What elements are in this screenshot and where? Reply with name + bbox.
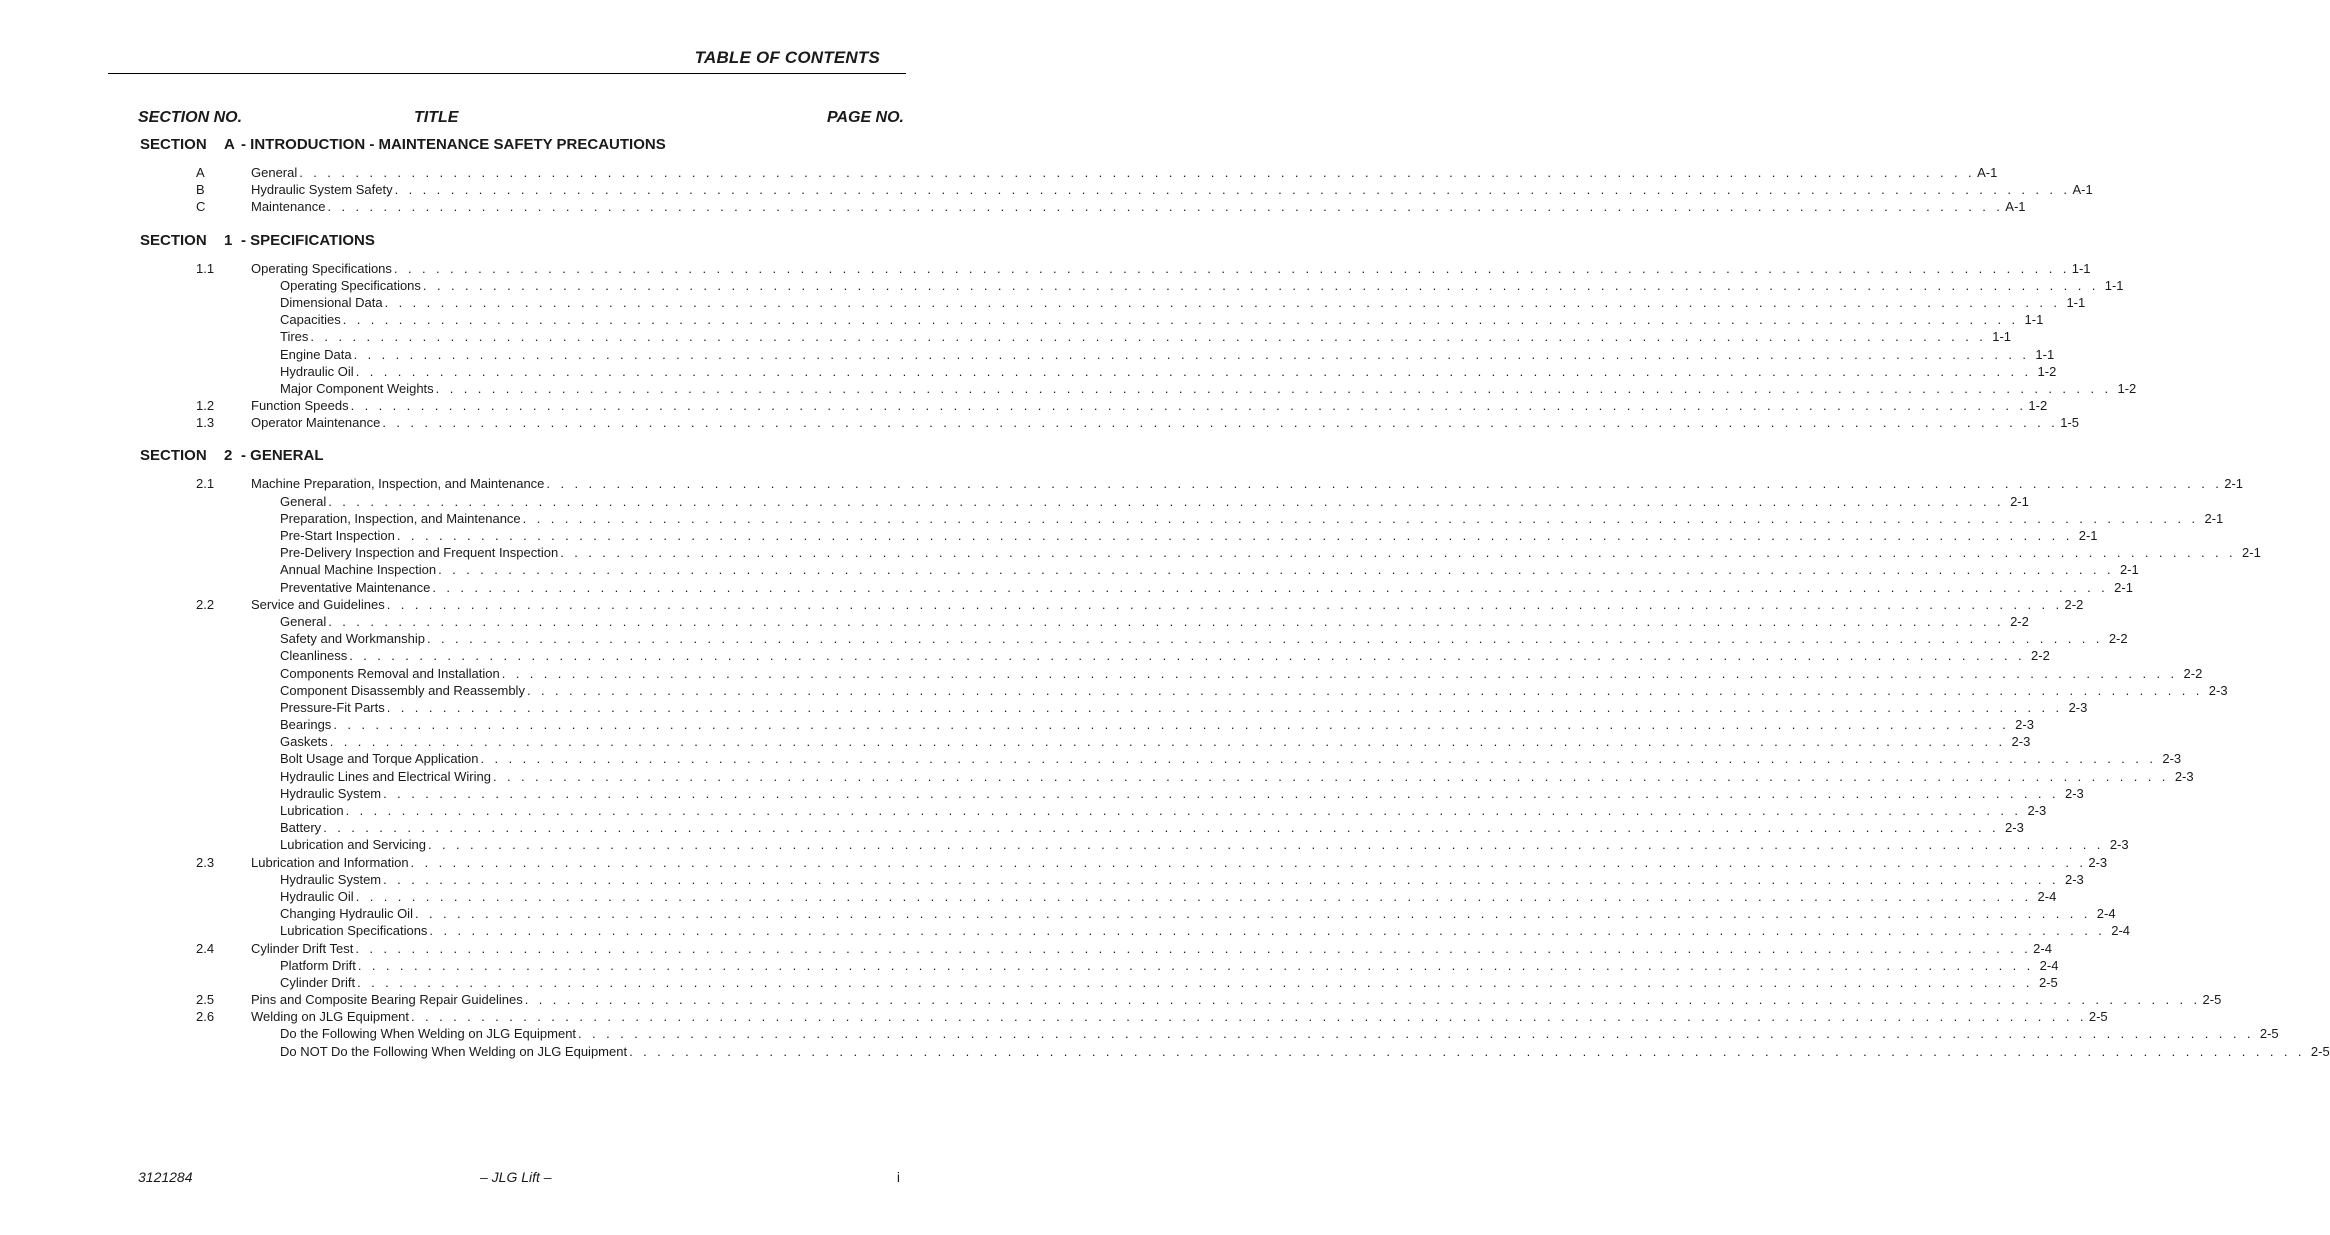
toc-entry-title: Pre-Start Inspection	[280, 528, 395, 543]
dot-leader: . . . . . . . . . . . . . . . . . . . . . . . . . . . . . . . . . . . . . . . . . . . . . . . . . . . . . . . . . . . . . . . . . . . . . . . . . . . . . . . . . . . . . . . . . . . . . . . . . . . . . . . . . . . . . . . . . . . . . . . .	[629, 1043, 2305, 1059]
toc-entry-title: Operating Specifications	[251, 260, 392, 276]
toc-entry-number: 1.2	[196, 398, 215, 414]
table-of-contents	[0, 134, 2330, 1074]
toc-entry-page: 1-1	[2066, 294, 2086, 310]
toc-entry-title: Component Disassembly and Reassembly	[280, 682, 525, 698]
dot-leader: . . . . . . . . . . . . . . . . . . . . . . . . . . . . . . . . . . . . . . . . . . . . . . . . . . . . . . . . . . . . . . . . . . . . . . . . . . . . . . . . . . . . . . . . . . . . . . . . . . . . . . . . . . . . . . . . . . . . . . . .	[526, 682, 2203, 698]
toc-entry-page: 2-3	[2064, 785, 2084, 801]
toc-entry[interactable]	[0, 905, 2116, 922]
toc-entry-page: 2-2	[2064, 596, 2084, 612]
dot-leader: . . . . . . . . . . . . . . . . . . . . . . . . . . . . . . . . . . . . . . . . . . . . . . . . . . . . . . . . . . . . . . . . . . . . . . . . . . . . . . . . . . . . . . . . . . . . . . . . . . . . . . . . . . . . . . . . . . . . . . . .	[414, 906, 2091, 922]
toc-entry-title: Engine Data	[280, 346, 352, 362]
toc-entry-page: 2-3	[2015, 717, 2034, 733]
toc-entry-page: 1-1	[1992, 329, 2012, 345]
toc-entry-title: Cleanliness	[280, 648, 348, 664]
toc-entry-page: 2-1	[2242, 545, 2261, 561]
section-heading-number: A	[224, 136, 235, 153]
section-heading[interactable]	[140, 445, 954, 466]
toc-entry[interactable]	[0, 1025, 2279, 1042]
toc-entry-page: 2-2	[2108, 631, 2128, 647]
toc-entry-page: 1-2	[2037, 363, 2057, 379]
dot-leader: . . . . . . . . . . . . . . . . . . . . . . . . . . . . . . . . . . . . . . . . . . . . . . . . . . . . . . . . . . . . . . . . . . . . . . . . . . . . . . . . . . . . . . . . . . . . . . . . . . . . . . . . . . . . . . . . . . . . . . . .	[357, 974, 2033, 990]
toc-entry-title: Machine Preparation, Inspection, and Maintenance	[251, 476, 545, 492]
toc-entry-page: 1-5	[2060, 415, 2079, 431]
toc-entry-page: 2-2	[2010, 613, 2029, 629]
dot-leader: . . . . . . . . . . . . . . . . . . . . . . . . . . . . . . . . . . . . . . . . . . . . . . . . . . . . . . . . . . . . . . . . . . . . . . . . . . . . . . . . . . . . . . . . . . . . . . . . . . . . . . . . . . . . . . . . . . . . . . . .	[355, 888, 2032, 904]
toc-entry-title: Preparation, Inspection, and Maintenance	[280, 510, 521, 526]
toc-entry-title: Platform Drift	[280, 957, 356, 973]
toc-entry[interactable]	[0, 733, 2031, 750]
dot-leader: . . . . . . . . . . . . . . . . . . . . . . . . . . . . . . . . . . . . . . . . . . . . . . . . . . . . . . . . . . . . . . . . . . . . . . . . . . . . . . . . . . . . . . . . . . . . . . . . . . . . . . . . . . . . . . . . . . . . . . . .	[427, 837, 2104, 853]
dot-leader: . . . . . . . . . . . . . . . . . . . . . . . . . . . . . . . . . . . . . . . . . . . . . . . . . . . . . . . . . . . . . . . . . . . . . . . . . . . . . . . . . . . . . . . . . . . . . . . . . . . . . . . . . . . . . . . . . . . . . . . .	[435, 380, 2112, 396]
toc-entry-title: Lubrication	[280, 803, 344, 818]
toc-entry-title: Preventative Maintenance	[280, 579, 431, 595]
toc-entry-title: Gaskets	[280, 734, 328, 750]
toc-entry-title: Bolt Usage and Torque Application	[280, 751, 479, 767]
toc-entry[interactable]	[0, 1043, 2330, 1060]
toc-entry-page: 2-2	[2031, 648, 2050, 664]
dot-leader: . . . . . . . . . . . . . . . . . . . . . . . . . . . . . . . . . . . . . . . . . . . . . . . . . . . . . . . . . . . . . . . . . . . . . . . . . . . . . . . . . . . . . . . . . . . . . . . . . . . . . . . . . . . . . . . . . . . . . . . .	[480, 751, 2157, 767]
toc-entry-title: Battery	[280, 820, 322, 836]
toc-entry-page: 2-5	[2088, 1009, 2108, 1025]
section-heading-title: - SPECIFICATIONS	[241, 231, 375, 249]
dot-leader: . . . . . . . . . . . . . . . . . . . . . . . . . . . . . . . . . . . . . . . . . . . . . . . . . . . . . . . . . . . . . . . . . . . . . . . . . . . . . . . . . . . . . . . . . . . . . . . . . . . . . . . . . . . . . . . . . . . . . . . .	[333, 717, 2010, 733]
toc-section	[0, 230, 2137, 446]
section-heading-title: - GENERAL	[241, 447, 324, 465]
toc-entry-page: 2-3	[2011, 734, 2031, 750]
dot-leader: . . . . . . . . . . . . . . . . . . . . . . . . . . . . . . . . . . . . . . . . . . . . . . . . . . . . . . . . . . . . . . . . . . . . . . . . . . . . . . . . . . . . . . . . . . . . . . . . . . . . . . . . . . . . . . . . . . . . . . . .	[492, 768, 2169, 784]
dot-leader: . . . . . . . . . . . . . . . . . . . . . . . . . . . . . . . . . . . . . . . . . . . . . . . . . . . . . . . . . . . . . . . . . . . . . . . . . . . . . . . . . . . . . . . . . . . . . . . . . . . . . . . . . . . . . . . . . . . . . . . .	[357, 957, 2034, 973]
section-heading[interactable]	[140, 230, 954, 251]
section-heading-number: 1	[224, 231, 233, 249]
toc-entry-page: 2-4	[2039, 957, 2059, 973]
dot-leader: . . . . . . . . . . . . . . . . . . . . . . . . . . . . . . . . . . . . . . . . . . . . . . . . . . . . . . . . . . . . . . . . . . . . . . . . . . . . . . . . . . . . . . . . . . . . . . . . . . . . . . . . . . . . . . . . . . . . . . . .	[427, 631, 2103, 647]
toc-entry[interactable]	[0, 397, 2048, 414]
dot-leader: . . . . . . . . . . . . . . . . . . . . . . . . . . . . . . . . . . . . . . . . . . . . . . . . . . . . . . . . . . . . . . . . . . . . . . . . . . . . . . . . . . . . . . . . . . . . . . . . . . . . . . . . . . . . . . . . . . . . . . . .	[345, 803, 2022, 818]
dot-leader: . . . . . . . . . . . . . . . . . . . . . . . . . . . . . . . . . . . . . . . . . . . . . . . . . . . . . . . . . . . . . . . . . . . . . . . . . . . . . . . . . . . . . . . . . . . . . . . . . . . . . . . . . . . . . . . . . . . . . . . .	[432, 579, 2109, 595]
toc-entry-title: Do NOT Do the Following When Welding on JLG Equipment	[280, 1043, 628, 1059]
dot-leader: . . . . . . . . . . . . . . . . . . . . . . . . . . . . . . . . . . . . . . . . . . . . . . . . . . . . . . . . . . . . . . . . . . . . . . . . . . . . . . . . . . . . . . . . . . . . . . . . . . . . . . . . . . . . . . . . . . . . . . . .	[328, 613, 2005, 629]
toc-entry[interactable]	[0, 871, 2084, 888]
dot-leader: . . . . . . . . . . . . . . . . . . . . . . . . . . . . . . . . . . . . . . . . . . . . . . . . . . . . . . . . . . . . . . . . . . . . . . . . . . . . . . . . . . . . . . . . . . . . . . . . . . . . . . . . . . . . . . . . . . . . . . . .	[578, 1026, 2254, 1042]
toc-entry-page: 2-3	[2005, 820, 2024, 836]
toc-entry-title: Dimensional Data	[280, 294, 383, 310]
document-number: 3121284	[138, 1169, 193, 1185]
toc-entry[interactable]	[0, 527, 2098, 544]
toc-entry-page: 2-1	[2204, 510, 2224, 526]
toc-entry-title: Pre-Delivery Inspection and Frequent Inspection	[280, 545, 559, 561]
dot-leader: . . . . . . . . . . . . . . . . . . . . . . . . . . . . . . . . . . . . . . . . . . . . . . . . . . . . . . . . . . . . . . . . . . . . . . . . . . . . . . . . . . . . . . . . . . . . . . . . . . . . . . . . . . . . . . . . . . . . . . . .	[349, 648, 2026, 664]
toc-entry-page: 2-2	[2183, 665, 2203, 681]
dot-leader: . . . . . . . . . . . . . . . . . . . . . . . . . . . . . . . . . . . . . . . . . . . . . . . . . . . . . . . . . . . . . . . . . . . . . . . . . . . . . . . . . . . . . . . . . . . . . . . . . . . . . . . . . . . . . . . . . . . . . . . .	[394, 182, 2071, 198]
toc-entry-title: Tires	[280, 329, 309, 345]
header-rule	[108, 73, 906, 74]
dot-leader: . . . . . . . . . . . . . . . . . . . . . . . . . . . . . . . . . . . . . . . . . . . . . . . . . . . . . . . . . . . . . . . . . . . . . . . . . . . . . . . . . . . . . . . . . . . . . . . . . . . . . . . . . . . . . . . . . . . . . . . .	[382, 415, 2059, 431]
toc-entry-title: General	[251, 165, 298, 180]
dot-leader: . . . . . . . . . . . . . . . . . . . . . . . . . . . . . . . . . . . . . . . . . . . . . . . . . . . . . . . . . . . . . . . . . . . . . . . . . . . . . . . . . . . . . . . . . . . . . . . . . . . . . . . . . . . . . . . . . . . . . . . .	[386, 699, 2063, 715]
toc-entry-page: 1-1	[2071, 260, 2091, 276]
dot-leader: . . . . . . . . . . . . . . . . . . . . . . . . . . . . . . . . . . . . . . . . . . . . . . . . . . . . . . . . . . . . . . . . . . . . . . . . . . . . . . . . . . . . . . . . . . . . . . . . . . . . . . . . . . . . . . . . . . . . . . . .	[350, 398, 2027, 414]
toc-entry[interactable]	[0, 328, 2012, 345]
dot-leader: . . . . . . . . . . . . . . . . . . . . . . . . . . . . . . . . . . . . . . . . . . . . . . . . . . . . . . . . . . . . . . . . . . . . . . . . . . . . . . . . . . . . . . . . . . . . . . . . . . . . . . . . . . . . . . . . . . . . . . . .	[327, 199, 2004, 215]
toc-entry[interactable]	[0, 819, 2024, 836]
toc-entry-title: Operating Specifications	[280, 277, 421, 293]
toc-entry-page: A-1	[1977, 165, 1998, 180]
toc-entry[interactable]	[0, 544, 2261, 561]
toc-entry-title: Pressure-Fit Parts	[280, 699, 385, 715]
toc-entry[interactable]	[0, 613, 2029, 630]
toc-entry-number: 1.3	[196, 415, 215, 431]
toc-entry[interactable]	[0, 294, 2086, 311]
toc-entry[interactable]	[0, 630, 2128, 647]
toc-entry[interactable]	[0, 699, 2088, 716]
dot-leader: . . . . . . . . . . . . . . . . . . . . . . . . . . . . . . . . . . . . . . . . . . . . . . . . . . . . . . . . . . . . . . . . . . . . . . . . . . . . . . . . . . . . . . . . . . . . . . . . . . . . . . . . . . . . . . . . . . . . . . . .	[383, 871, 2059, 887]
toc-entry-page: A-1	[2072, 182, 2093, 198]
toc-entry-page: 1-2	[2117, 380, 2137, 396]
toc-entry-title: Function Speeds	[251, 398, 349, 414]
toc-entry-title: Capacities	[280, 312, 341, 328]
page-number: i	[896, 1169, 900, 1185]
toc-entry-title: Maintenance	[251, 199, 326, 215]
dot-leader: . . . . . . . . . . . . . . . . . . . . . . . . . . . . . . . . . . . . . . . . . . . . . . . . . . . . . . . . . . . . . . . . . . . . . . . . . . . . . . . . . . . . . . . . . . . . . . . . . . . . . . . . . . . . . . . . . . . . . . . .	[342, 312, 2019, 328]
toc-entry[interactable]	[0, 888, 2057, 905]
dot-leader: . . . . . . . . . . . . . . . . . . . . . . . . . . . . . . . . . . . . . . . . . . . . . . . . . . . . . . . . . . . . . . . . . . . . . . . . . . . . . . . . . . . . . . . . . . . . . . . . . . . . . . . . . . . . . . . . . . . . . . . .	[328, 493, 2005, 509]
toc-entry-page: 2-3	[2064, 871, 2084, 887]
toc-section	[0, 134, 2093, 230]
toc-entry[interactable]	[0, 665, 2203, 682]
toc-entry-page: 2-3	[2109, 837, 2129, 853]
dot-leader: . . . . . . . . . . . . . . . . . . . . . . . . . . . . . . . . . . . . . . . . . . . . . . . . . . . . . . . . . . . . . . . . . . . . . . . . . . . . . . . . . . . . . . . . . . . . . . . . . . . . . . . . . . . . . . . . . . . . . . . .	[353, 346, 2030, 362]
toc-entry[interactable]	[0, 854, 2108, 871]
toc-entry-title: Pins and Composite Bearing Repair Guidelines	[251, 992, 523, 1008]
toc-entry[interactable]	[0, 277, 2124, 294]
toc-entry-title: Bearings	[280, 717, 332, 733]
dot-leader: . . . . . . . . . . . . . . . . . . . . . . . . . . . . . . . . . . . . . . . . . . . . . . . . . . . . . . . . . . . . . . . . . . . . . . . . . . . . . . . . . . . . . . . . . . . . . . . . . . . . . . . . . . . . . . . . . . . . . . . .	[323, 820, 2000, 836]
toc-entry-title: Hydraulic System	[280, 785, 382, 801]
toc-entry[interactable]	[0, 493, 2029, 510]
toc-entry[interactable]	[0, 414, 2079, 431]
toc-entry-number: B	[196, 182, 205, 198]
dot-leader: . . . . . . . . . . . . . . . . . . . . . . . . . . . . . . . . . . . . . . . . . . . . . . . . . . . . . . . . . . . . . . . . . . . . . . . . . . . . . . . . . . . . . . . . . . . . . . . . . . . . . . . . . . . . . . . . . . . . . . . .	[355, 940, 2032, 956]
toc-entry[interactable]	[0, 647, 2050, 664]
toc-entry-title: Lubrication Specifications	[280, 923, 428, 939]
toc-entry-page: 2-3	[2088, 854, 2108, 870]
toc-entry-title: General	[280, 613, 327, 629]
column-heading-title: TITLE	[414, 109, 459, 126]
toc-entry[interactable]	[0, 561, 2139, 578]
toc-entry-title: Safety and Workmanship	[280, 631, 425, 647]
toc-entry-page: 2-5	[2038, 974, 2058, 990]
toc-entry[interactable]	[0, 785, 2084, 802]
toc-entry[interactable]	[0, 957, 2059, 974]
toc-entry-title: Hydraulic System	[280, 871, 382, 887]
footer-brand: – JLG Lift –	[480, 1169, 552, 1185]
toc-entry-number: 2.3	[196, 854, 215, 870]
dot-leader: . . . . . . . . . . . . . . . . . . . . . . . . . . . . . . . . . . . . . . . . . . . . . . . . . . . . . . . . . . . . . . . . . . . . . . . . . . . . . . . . . . . . . . . . . . . . . . . . . . . . . . . . . . . . . . . . . . . . . . . .	[438, 562, 2114, 578]
toc-entry[interactable]	[0, 380, 2137, 397]
toc-entry-title: Changing Hydraulic Oil	[280, 906, 413, 922]
toc-entry-page: 2-4	[2033, 940, 2052, 956]
toc-entry-number: 2.4	[196, 940, 215, 956]
toc-entry-title: Cylinder Drift	[280, 974, 356, 990]
toc-entry-page: 1-1	[2035, 346, 2055, 362]
toc-entry-page: 2-1	[2224, 476, 2244, 492]
dot-leader: . . . . . . . . . . . . . . . . . . . . . . . . . . . . . . . . . . . . . . . . . . . . . . . . . . . . . . . . . . . . . . . . . . . . . . . . . . . . . . . . . . . . . . . . . . . . . . . . . . . . . . . . . . . . . . . . . . . . . . . .	[501, 665, 2178, 681]
toc-entry-page: 2-3	[2174, 768, 2194, 784]
toc-entry-title: Operator Maintenance	[251, 415, 381, 431]
dot-leader: . . . . . . . . . . . . . . . . . . . . . . . . . . . . . . . . . . . . . . . . . . . . . . . . . . . . . . . . . . . . . . . . . . . . . . . . . . . . . . . . . . . . . . . . . . . . . . . . . . . . . . . . . . . . . . . . . . . . . . . .	[384, 294, 2061, 310]
toc-entry[interactable]	[0, 836, 2129, 853]
dot-leader: . . . . . . . . . . . . . . . . . . . . . . . . . . . . . . . . . . . . . . . . . . . . . . . . . . . . . . . . . . . . . . . . . . . . . . . . . . . . . . . . . . . . . . . . . . . . . . . . . . . . . . . . . . . . . . . . . . . . . . . .	[386, 596, 2063, 612]
toc-entry-page: A-1	[2005, 199, 2026, 215]
toc-entry[interactable]	[0, 802, 2047, 819]
column-heading-section: SECTION NO.	[138, 109, 243, 126]
dot-leader: . . . . . . . . . . . . . . . . . . . . . . . . . . . . . . . . . . . . . . . . . . . . . . . . . . . . . . . . . . . . . . . . . . . . . . . . . . . . . . . . . . . . . . . . . . . . . . . . . . . . . . . . . . . . . . . . . . . . . . . .	[383, 785, 2059, 801]
toc-entry[interactable]	[0, 510, 2224, 527]
dot-leader: . . . . . . . . . . . . . . . . . . . . . . . . . . . . . . . . . . . . . . . . . . . . . . . . . . . . . . . . . . . . . . . . . . . . . . . . . . . . . . . . . . . . . . . . . . . . . . . . . . . . . . . . . . . . . . . . . . . . . . . .	[393, 260, 2070, 276]
toc-entry-page: 2-5	[2202, 992, 2222, 1008]
toc-entry[interactable]	[0, 311, 2044, 328]
toc-entry-title: Cylinder Drift Test	[251, 940, 354, 956]
toc-entry-title: Do the Following When Welding on JLG Equipment	[280, 1026, 577, 1042]
toc-entry-page: 2-3	[2027, 803, 2047, 818]
toc-entry[interactable]	[0, 922, 2131, 939]
toc-entry-title: Hydraulic Oil	[280, 888, 354, 904]
dot-leader: . . . . . . . . . . . . . . . . . . . . . . . . . . . . . . . . . . . . . . . . . . . . . . . . . . . . . . . . . . . . . . . . . . . . . . . . . . . . . . . . . . . . . . . . . . . . . . . . . . . . . . . . . . . . . . . . . . . . . . . .	[396, 528, 2073, 543]
toc-entry[interactable]	[0, 768, 2194, 785]
toc-entry[interactable]	[0, 363, 2057, 380]
toc-entry[interactable]	[0, 1008, 2108, 1025]
toc-entry-title: Annual Machine Inspection	[280, 562, 437, 578]
toc-entry-title: Lubrication and Information	[251, 854, 409, 870]
toc-entry[interactable]	[0, 164, 1998, 181]
dot-leader: . . . . . . . . . . . . . . . . . . . . . . . . . . . . . . . . . . . . . . . . . . . . . . . . . . . . . . . . . . . . . . . . . . . . . . . . . . . . . . . . . . . . . . . . . . . . . . . . . . . . . . . . . . . . . . . . . . . . . . . .	[546, 476, 2223, 492]
toc-entry[interactable]	[0, 940, 2052, 957]
section-heading-label: SECTION	[140, 136, 207, 153]
toc-entry-page: 1-1	[2024, 312, 2044, 328]
toc-entry[interactable]	[0, 596, 2084, 613]
toc-entry[interactable]	[0, 475, 2244, 492]
toc-entry[interactable]	[0, 974, 2058, 991]
dot-leader: . . . . . . . . . . . . . . . . . . . . . . . . . . . . . . . . . . . . . . . . . . . . . . . . . . . . . . . . . . . . . . . . . . . . . . . . . . . . . . . . . . . . . . . . . . . . . . . . . . . . . . . . . . . . . . . . . . . . . . . .	[310, 329, 1987, 345]
toc-entry[interactable]	[0, 181, 2093, 198]
toc-entry-number: C	[196, 199, 206, 215]
column-heading-page: PAGE NO.	[826, 109, 904, 126]
toc-entry[interactable]	[0, 346, 2055, 363]
dot-leader: . . . . . . . . . . . . . . . . . . . . . . . . . . . . . . . . . . . . . . . . . . . . . . . . . . . . . . . . . . . . . . . . . . . . . . . . . . . . . . . . . . . . . . . . . . . . . . . . . . . . . . . . . . . . . . . . . . . . . . . .	[429, 923, 2106, 939]
toc-entry-page: 2-1	[2078, 528, 2098, 543]
toc-entry[interactable]	[0, 991, 2222, 1008]
toc-entry[interactable]	[0, 579, 2133, 596]
section-heading-title: - INTRODUCTION - MAINTENANCE SAFETY PRECAUTIONS	[241, 136, 666, 153]
toc-entry-page: 2-1	[2114, 579, 2133, 595]
dot-leader: . . . . . . . . . . . . . . . . . . . . . . . . . . . . . . . . . . . . . . . . . . . . . . . . . . . . . . . . . . . . . . . . . . . . . . . . . . . . . . . . . . . . . . . . . . . . . . . . . . . . . . . . . . . . . . . . . . . . . . . .	[329, 734, 2006, 750]
column-headings	[138, 109, 906, 131]
toc-entry-title: Welding on JLG Equipment	[251, 1009, 410, 1025]
toc-entry-page: 2-3	[2162, 751, 2182, 767]
toc-entry-page: 2-1	[2119, 562, 2139, 578]
dot-leader: . . . . . . . . . . . . . . . . . . . . . . . . . . . . . . . . . . . . . . . . . . . . . . . . . . . . . . . . . . . . . . . . . . . . . . . . . . . . . . . . . . . . . . . . . . . . . . . . . . . . . . . . . . . . . . . . . . . . . . . .	[422, 277, 2099, 293]
toc-entry-page: 1-2	[2028, 398, 2048, 414]
toc-entry-number: 2.2	[196, 596, 215, 612]
toc-entry-title: General	[280, 493, 327, 509]
toc-entry-page: 2-4	[2037, 888, 2057, 904]
toc-section	[0, 445, 2330, 1073]
toc-entry-title: Hydraulic System Safety	[251, 182, 393, 198]
toc-entry-title: Components Removal and Installation	[280, 665, 500, 681]
toc-entry-page: 2-1	[2010, 493, 2029, 509]
toc-entry-number: 2.6	[196, 1009, 215, 1025]
dot-leader: . . . . . . . . . . . . . . . . . . . . . . . . . . . . . . . . . . . . . . . . . . . . . . . . . . . . . . . . . . . . . . . . . . . . . . . . . . . . . . . . . . . . . . . . . . . . . . . . . . . . . . . . . . . . . . . . . . . . . . . .	[411, 1009, 2087, 1025]
section-heading-label: SECTION	[140, 447, 207, 465]
dot-leader: . . . . . . . . . . . . . . . . . . . . . . . . . . . . . . . . . . . . . . . . . . . . . . . . . . . . . . . . . . . . . . . . . . . . . . . . . . . . . . . . . . . . . . . . . . . . . . . . . . . . . . . . . . . . . . . . . . . . . . . .	[299, 165, 1976, 180]
toc-entry-page: 2-3	[2068, 699, 2088, 715]
section-heading-label: SECTION	[140, 231, 207, 249]
toc-entry-title: Hydraulic Oil	[280, 363, 354, 379]
section-heading-number: 2	[224, 447, 233, 465]
toc-entry-title: Major Component Weights	[280, 380, 434, 396]
toc-entry-number: A	[196, 165, 205, 180]
toc-entry[interactable]	[0, 198, 2026, 215]
toc-entry-page: 2-5	[2259, 1026, 2279, 1042]
toc-entry-number: 2.1	[196, 476, 215, 492]
toc-entry-number: 1.1	[196, 260, 215, 276]
toc-entry[interactable]	[0, 260, 2091, 277]
toc-entry-page: 2-3	[2208, 682, 2228, 698]
toc-entry-page: 2-4	[2096, 906, 2116, 922]
toc-entry[interactable]	[0, 716, 2034, 733]
dot-leader: . . . . . . . . . . . . . . . . . . . . . . . . . . . . . . . . . . . . . . . . . . . . . . . . . . . . . . . . . . . . . . . . . . . . . . . . . . . . . . . . . . . . . . . . . . . . . . . . . . . . . . . . . . . . . . . . . . . . . . . .	[524, 992, 2201, 1008]
toc-entry[interactable]	[0, 682, 2228, 699]
toc-entry[interactable]	[0, 750, 2182, 767]
toc-entry-page: 2-5	[2310, 1043, 2330, 1059]
toc-entry-page: 1-1	[2104, 277, 2124, 293]
toc-entry-number: 2.5	[196, 992, 215, 1008]
dot-leader: . . . . . . . . . . . . . . . . . . . . . . . . . . . . . . . . . . . . . . . . . . . . . . . . . . . . . . . . . . . . . . . . . . . . . . . . . . . . . . . . . . . . . . . . . . . . . . . . . . . . . . . . . . . . . . . . . . . . . . . .	[410, 854, 2087, 870]
dot-leader: . . . . . . . . . . . . . . . . . . . . . . . . . . . . . . . . . . . . . . . . . . . . . . . . . . . . . . . . . . . . . . . . . . . . . . . . . . . . . . . . . . . . . . . . . . . . . . . . . . . . . . . . . . . . . . . . . . . . . . . .	[355, 363, 2032, 379]
toc-entry-title: Hydraulic Lines and Electrical Wiring	[280, 768, 491, 784]
section-heading[interactable]	[140, 134, 954, 155]
page-footer	[138, 1169, 900, 1187]
toc-entry-title: Service and Guidelines	[251, 596, 385, 612]
toc-entry-title: Lubrication and Servicing	[280, 837, 426, 853]
dot-leader: . . . . . . . . . . . . . . . . . . . . . . . . . . . . . . . . . . . . . . . . . . . . . . . . . . . . . . . . . . . . . . . . . . . . . . . . . . . . . . . . . . . . . . . . . . . . . . . . . . . . . . . . . . . . . . . . . . . . . . . .	[522, 510, 2199, 526]
header-title: TABLE OF CONTENTS	[694, 48, 880, 67]
dot-leader: . . . . . . . . . . . . . . . . . . . . . . . . . . . . . . . . . . . . . . . . . . . . . . . . . . . . . . . . . . . . . . . . . . . . . . . . . . . . . . . . . . . . . . . . . . . . . . . . . . . . . . . . . . . . . . . . . . . . . . . .	[560, 545, 2237, 561]
toc-entry-page: 2-4	[2111, 923, 2131, 939]
